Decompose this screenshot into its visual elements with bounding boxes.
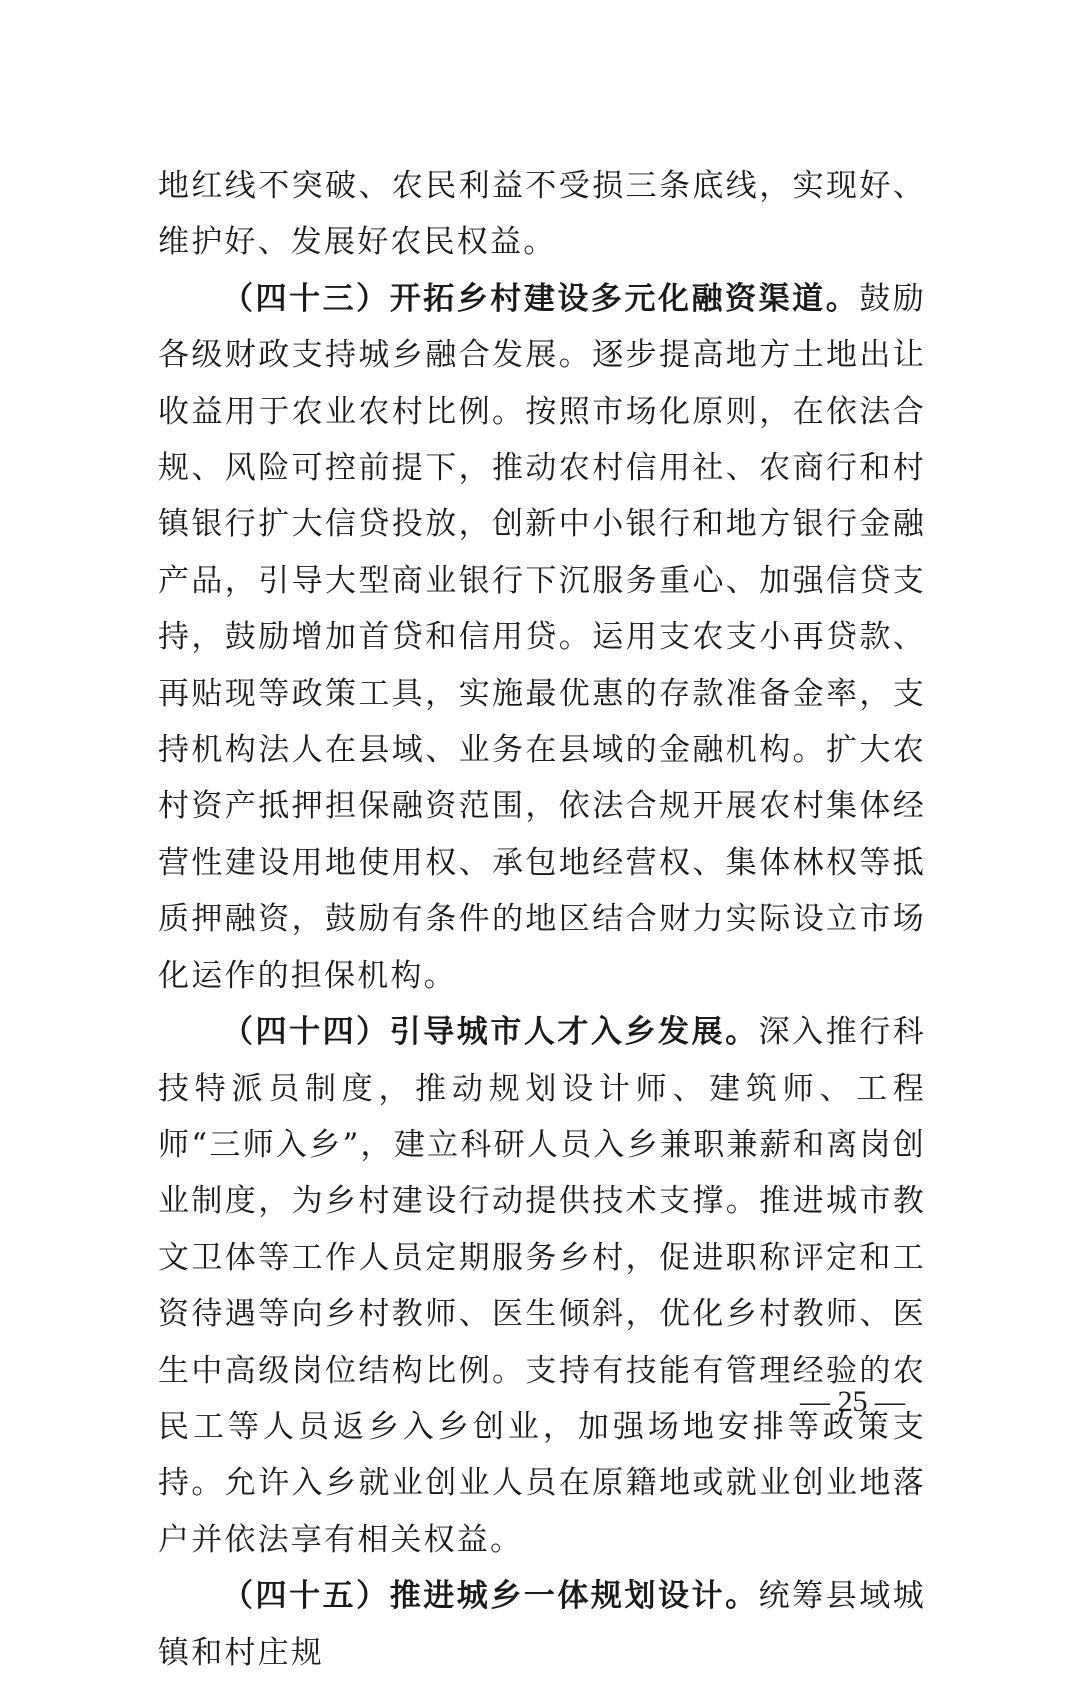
page-number: — 25 — <box>800 1385 905 1418</box>
paragraph-45 <box>158 1568 926 1681</box>
paragraph-text: 鼓励各级财政支持城乡融合发展。逐步提高地方土地出让收益用于农业农村比例。按照市场化原则，在依法合规、风险可控前提下，推动农村信用社、农商行和村镇银行扩大信贷投放，创新中小银行和地方银行金融产品，引导大型商业银行下沉服务重心、加强信贷支持，鼓励增加首贷和信用贷。运用支农支小再贷款、再贴现等政策工具，实施最优惠的存款准备金率，支持机构法人在县域、业务在县域的金融机构。扩大农村资产抵押担保融资范围，依法合规开展农村集体经营性建设用地使用权、承包地经营权、集体林权等抵质押融资，鼓励有条件的地区结合财力实际设立市场化运作的担保机构。 <box>158 280 926 994</box>
paragraph-text: 地红线不突破、农民利益不受损三条底线，实现好、维护好、发展好农民权益。 <box>158 168 926 261</box>
section-heading-45: （四十五）推进城乡一体规划设计。 <box>222 1578 759 1615</box>
body-text <box>158 158 926 1681</box>
paragraph-text: 深入推行科技特派员制度，推动规划设计师、建筑师、工程师“三师入乡”，建立科研人员入乡兼职兼薪和离岗创业制度，为乡村建设行动提供技术支撑。推进城市教文卫体等工作人员定期服务乡村，促进职称评定和工资待遇等向乡村教师、医生倾斜，优化乡村教师、医生中高级岗位结构比例。支持有技能有管理经验的农民工等人员返乡入乡创业，加强场地安排等政策支持。允许入乡就业创业人员在原籍地或就业创业地落户并依法享有相关权益。 <box>158 1014 926 1558</box>
paragraph-text: 统筹县域城镇和村庄规 <box>158 1578 926 1671</box>
paragraph-continuation <box>158 158 926 271</box>
section-heading-44: （四十四）引导城市人才入乡发展。 <box>222 1014 759 1051</box>
paragraph-44 <box>158 1004 926 1568</box>
section-heading-43: （四十三）开拓乡村建设多元化融资渠道。 <box>222 280 860 317</box>
paragraph-43 <box>158 271 926 1004</box>
